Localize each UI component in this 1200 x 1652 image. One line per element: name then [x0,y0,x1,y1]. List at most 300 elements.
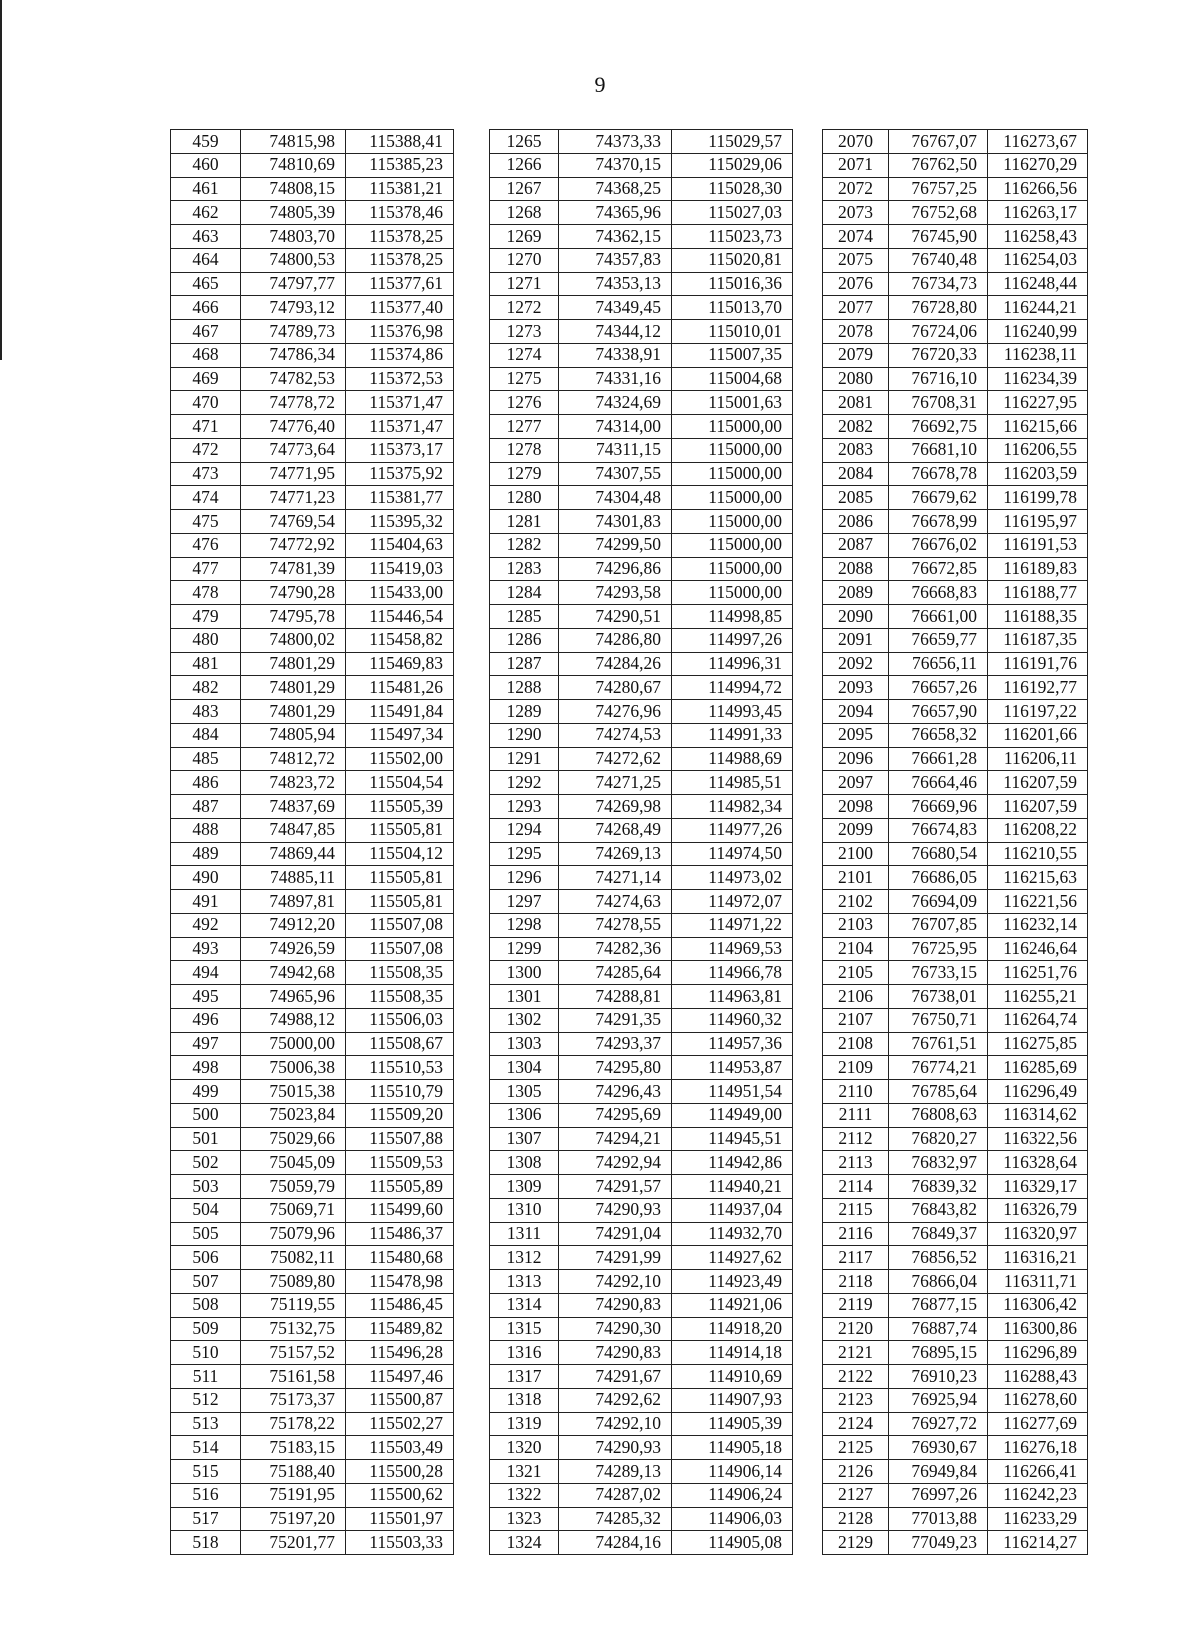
x-cell: 74805,39 [241,201,346,225]
x-cell: 74276,96 [559,700,672,724]
column-gap [793,438,823,462]
y-cell: 115507,08 [346,937,454,961]
column-gap [454,605,490,629]
y-cell: 115500,28 [346,1460,454,1484]
table-row [171,1127,1088,1151]
point-number-cell: 2092 [823,652,889,676]
table-row [171,1507,1088,1531]
x-cell: 75119,55 [241,1293,346,1317]
column-gap [793,1483,823,1507]
x-cell: 74789,73 [241,320,346,344]
point-number-cell: 2116 [823,1222,889,1246]
point-number-cell: 1308 [490,1151,559,1175]
point-number-cell: 1322 [490,1483,559,1507]
x-cell: 74274,53 [559,723,672,747]
y-cell: 116266,56 [988,177,1088,201]
point-number-cell: 2119 [823,1293,889,1317]
x-cell: 74287,02 [559,1483,672,1507]
y-cell: 114905,39 [672,1412,793,1436]
y-cell: 114994,72 [672,676,793,700]
x-cell: 74338,91 [559,343,672,367]
x-cell: 74291,99 [559,1246,672,1270]
point-number-cell: 470 [171,391,241,415]
point-number-cell: 1283 [490,557,559,581]
point-number-cell: 472 [171,438,241,462]
point-number-cell: 1299 [490,937,559,961]
x-cell: 74269,98 [559,795,672,819]
point-number-cell: 509 [171,1317,241,1341]
x-cell: 74771,95 [241,462,346,486]
x-cell: 76745,90 [889,225,988,249]
x-cell: 76808,63 [889,1103,988,1127]
x-cell: 74805,94 [241,723,346,747]
x-cell: 74295,80 [559,1056,672,1080]
column-gap [454,1008,490,1032]
x-cell: 76774,21 [889,1056,988,1080]
y-cell: 116195,97 [988,510,1088,534]
y-cell: 114923,49 [672,1270,793,1294]
point-number-cell: 1266 [490,153,559,177]
column-gap [793,1365,823,1389]
x-cell: 74837,69 [241,795,346,819]
column-gap [793,367,823,391]
y-cell: 115497,46 [346,1365,454,1389]
table-row [171,961,1088,985]
column-gap [454,1531,490,1555]
y-cell: 114969,53 [672,937,793,961]
point-number-cell: 1314 [490,1293,559,1317]
table-row [171,818,1088,842]
column-gap [793,153,823,177]
y-cell: 115502,00 [346,747,454,771]
column-gap [793,1341,823,1365]
y-cell: 114985,51 [672,771,793,795]
y-cell: 114937,04 [672,1198,793,1222]
x-cell: 77049,23 [889,1531,988,1555]
x-cell: 74290,83 [559,1293,672,1317]
y-cell: 114991,33 [672,723,793,747]
y-cell: 115385,23 [346,153,454,177]
x-cell: 74268,49 [559,818,672,842]
point-number-cell: 2101 [823,866,889,890]
y-cell: 116266,41 [988,1460,1088,1484]
point-number-cell: 2097 [823,771,889,795]
column-gap [454,557,490,581]
x-cell: 76707,85 [889,913,988,937]
y-cell: 115478,98 [346,1270,454,1294]
x-cell: 74290,83 [559,1341,672,1365]
column-gap [793,866,823,890]
point-number-cell: 490 [171,866,241,890]
table-row [171,1080,1088,1104]
y-cell: 115505,81 [346,890,454,914]
y-cell: 115377,40 [346,296,454,320]
x-cell: 74271,14 [559,866,672,890]
y-cell: 115502,27 [346,1412,454,1436]
table-row [171,415,1088,439]
y-cell: 115507,88 [346,1127,454,1151]
y-cell: 115381,21 [346,177,454,201]
table-row [171,913,1088,937]
point-number-cell: 483 [171,700,241,724]
column-gap [793,1056,823,1080]
x-cell: 76724,06 [889,320,988,344]
point-number-cell: 1271 [490,272,559,296]
x-cell: 75191,95 [241,1483,346,1507]
point-number-cell: 1291 [490,747,559,771]
x-cell: 75082,11 [241,1246,346,1270]
point-number-cell: 2112 [823,1127,889,1151]
column-gap [454,628,490,652]
column-gap [793,676,823,700]
y-cell: 116316,21 [988,1246,1088,1270]
y-cell: 116187,35 [988,628,1088,652]
table-row [171,1317,1088,1341]
column-gap [454,890,490,914]
x-cell: 74769,54 [241,510,346,534]
column-gap [454,1341,490,1365]
y-cell: 115404,63 [346,533,454,557]
point-number-cell: 499 [171,1080,241,1104]
y-cell: 116322,56 [988,1127,1088,1151]
point-number-cell: 2075 [823,248,889,272]
point-number-cell: 2087 [823,533,889,557]
table-row [171,985,1088,1009]
y-cell: 116296,89 [988,1341,1088,1365]
point-number-cell: 467 [171,320,241,344]
x-cell: 74782,53 [241,367,346,391]
y-cell: 116221,56 [988,890,1088,914]
point-number-cell: 1313 [490,1270,559,1294]
point-number-cell: 1288 [490,676,559,700]
y-cell: 115507,08 [346,913,454,937]
y-cell: 114906,24 [672,1483,793,1507]
y-cell: 115378,25 [346,225,454,249]
column-gap [793,605,823,629]
point-number-cell: 2109 [823,1056,889,1080]
column-gap [793,533,823,557]
point-number-cell: 2081 [823,391,889,415]
x-cell: 77013,88 [889,1507,988,1531]
point-number-cell: 471 [171,415,241,439]
x-cell: 74365,96 [559,201,672,225]
point-number-cell: 2111 [823,1103,889,1127]
column-gap [454,1507,490,1531]
point-number-cell: 501 [171,1127,241,1151]
point-number-cell: 1302 [490,1008,559,1032]
point-number-cell: 2099 [823,818,889,842]
column-gap [454,225,490,249]
point-number-cell: 2127 [823,1483,889,1507]
y-cell: 115023,73 [672,225,793,249]
point-number-cell: 2098 [823,795,889,819]
column-gap [454,771,490,795]
y-cell: 115509,20 [346,1103,454,1127]
x-cell: 76767,07 [889,130,988,154]
table-row [171,343,1088,367]
y-cell: 116206,55 [988,438,1088,462]
x-cell: 74296,43 [559,1080,672,1104]
y-cell: 115433,00 [346,581,454,605]
y-cell: 115372,53 [346,367,454,391]
column-gap [454,652,490,676]
y-cell: 114906,14 [672,1460,793,1484]
point-number-cell: 1307 [490,1127,559,1151]
point-number-cell: 2094 [823,700,889,724]
x-cell: 75173,37 [241,1388,346,1412]
y-cell: 115013,70 [672,296,793,320]
table-row [171,296,1088,320]
column-gap [454,1436,490,1460]
y-cell: 115000,00 [672,557,793,581]
x-cell: 76927,72 [889,1412,988,1436]
x-cell: 74793,12 [241,296,346,320]
table-row [171,1365,1088,1389]
x-cell: 75079,96 [241,1222,346,1246]
x-cell: 76661,28 [889,747,988,771]
column-gap [793,581,823,605]
column-gap [793,700,823,724]
y-cell: 116314,62 [988,1103,1088,1127]
point-number-cell: 2123 [823,1388,889,1412]
y-cell: 115375,92 [346,462,454,486]
point-number-cell: 2078 [823,320,889,344]
point-number-cell: 2120 [823,1317,889,1341]
point-number-cell: 2102 [823,890,889,914]
x-cell: 76720,33 [889,343,988,367]
point-number-cell: 481 [171,652,241,676]
y-cell: 114993,45 [672,700,793,724]
point-number-cell: 479 [171,605,241,629]
point-number-cell: 500 [171,1103,241,1127]
point-number-cell: 2095 [823,723,889,747]
point-number-cell: 1301 [490,985,559,1009]
point-number-cell: 2090 [823,605,889,629]
point-number-cell: 1317 [490,1365,559,1389]
y-cell: 115004,68 [672,367,793,391]
point-number-cell: 496 [171,1008,241,1032]
column-gap [454,343,490,367]
y-cell: 116285,69 [988,1056,1088,1080]
point-number-cell: 515 [171,1460,241,1484]
x-cell: 74370,15 [559,153,672,177]
y-cell: 115491,84 [346,700,454,724]
x-cell: 76657,90 [889,700,988,724]
x-cell: 76661,00 [889,605,988,629]
column-gap [793,1317,823,1341]
y-cell: 115446,54 [346,605,454,629]
column-gap [454,866,490,890]
column-gap [793,1507,823,1531]
x-cell: 74912,20 [241,913,346,937]
y-cell: 114998,85 [672,605,793,629]
y-cell: 115027,03 [672,201,793,225]
y-cell: 115007,35 [672,343,793,367]
point-number-cell: 469 [171,367,241,391]
point-number-cell: 491 [171,890,241,914]
x-cell: 76762,50 [889,153,988,177]
x-cell: 75015,38 [241,1080,346,1104]
x-cell: 76849,37 [889,1222,988,1246]
point-number-cell: 502 [171,1151,241,1175]
column-gap [454,913,490,937]
y-cell: 116197,22 [988,700,1088,724]
x-cell: 74808,15 [241,177,346,201]
x-cell: 74362,15 [559,225,672,249]
column-gap [454,201,490,225]
x-cell: 74292,62 [559,1388,672,1412]
y-cell: 115503,49 [346,1436,454,1460]
table-row [171,605,1088,629]
point-number-cell: 2129 [823,1531,889,1555]
point-number-cell: 1294 [490,818,559,842]
point-number-cell: 1274 [490,343,559,367]
x-cell: 76752,68 [889,201,988,225]
point-number-cell: 463 [171,225,241,249]
column-gap [793,557,823,581]
x-cell: 74778,72 [241,391,346,415]
x-cell: 74815,98 [241,130,346,154]
x-cell: 76672,85 [889,557,988,581]
x-cell: 76656,11 [889,652,988,676]
x-cell: 74291,67 [559,1365,672,1389]
y-cell: 116311,71 [988,1270,1088,1294]
y-cell: 114960,32 [672,1008,793,1032]
y-cell: 116329,17 [988,1175,1088,1199]
column-gap [454,320,490,344]
column-gap [793,177,823,201]
point-number-cell: 474 [171,486,241,510]
point-number-cell: 2076 [823,272,889,296]
x-cell: 74926,59 [241,937,346,961]
point-number-cell: 1309 [490,1175,559,1199]
x-cell: 76676,02 [889,533,988,557]
point-number-cell: 2070 [823,130,889,154]
table-row [171,1388,1088,1412]
point-number-cell: 1277 [490,415,559,439]
y-cell: 114953,87 [672,1056,793,1080]
y-cell: 114988,69 [672,747,793,771]
x-cell: 76910,23 [889,1365,988,1389]
y-cell: 116276,18 [988,1436,1088,1460]
x-cell: 74280,67 [559,676,672,700]
y-cell: 116203,59 [988,462,1088,486]
column-gap [454,296,490,320]
y-cell: 116227,95 [988,391,1088,415]
y-cell: 114996,31 [672,652,793,676]
y-cell: 115000,00 [672,438,793,462]
point-number-cell: 1295 [490,842,559,866]
x-cell: 74885,11 [241,866,346,890]
table-row [171,866,1088,890]
y-cell: 115388,41 [346,130,454,154]
x-cell: 74897,81 [241,890,346,914]
column-gap [454,961,490,985]
column-gap [454,391,490,415]
point-number-cell: 488 [171,818,241,842]
point-number-cell: 493 [171,937,241,961]
y-cell: 116189,83 [988,557,1088,581]
point-number-cell: 2126 [823,1460,889,1484]
point-number-cell: 2115 [823,1198,889,1222]
y-cell: 115499,60 [346,1198,454,1222]
x-cell: 76925,94 [889,1388,988,1412]
x-cell: 74349,45 [559,296,672,320]
x-cell: 74869,44 [241,842,346,866]
y-cell: 115029,57 [672,130,793,154]
table-row [171,533,1088,557]
table-row [171,1198,1088,1222]
x-cell: 76887,74 [889,1317,988,1341]
y-cell: 115500,62 [346,1483,454,1507]
column-gap [454,1080,490,1104]
column-gap [454,248,490,272]
y-cell: 115378,46 [346,201,454,225]
y-cell: 114906,03 [672,1507,793,1531]
x-cell: 74292,10 [559,1270,672,1294]
table-row [171,1175,1088,1199]
y-cell: 115000,00 [672,581,793,605]
x-cell: 74331,16 [559,367,672,391]
point-number-cell: 1278 [490,438,559,462]
table-row [171,391,1088,415]
table-row [171,1436,1088,1460]
column-gap [793,1246,823,1270]
x-cell: 74307,55 [559,462,672,486]
point-number-cell: 1275 [490,367,559,391]
table-body [171,130,1088,1555]
column-gap [793,1151,823,1175]
point-number-cell: 2083 [823,438,889,462]
table-row [171,747,1088,771]
x-cell: 76856,52 [889,1246,988,1270]
point-number-cell: 2091 [823,628,889,652]
column-gap [793,343,823,367]
x-cell: 74288,81 [559,985,672,1009]
x-cell: 74295,69 [559,1103,672,1127]
point-number-cell: 1319 [490,1412,559,1436]
column-gap [793,1436,823,1460]
y-cell: 115481,26 [346,676,454,700]
point-number-cell: 1290 [490,723,559,747]
y-cell: 114997,26 [672,628,793,652]
y-cell: 116251,76 [988,961,1088,985]
point-number-cell: 514 [171,1436,241,1460]
coordinates-table [170,129,1088,1555]
point-number-cell: 475 [171,510,241,534]
table-row [171,1056,1088,1080]
point-number-cell: 486 [171,771,241,795]
x-cell: 76728,80 [889,296,988,320]
point-number-cell: 1269 [490,225,559,249]
column-gap [454,510,490,534]
x-cell: 74812,72 [241,747,346,771]
x-cell: 76692,75 [889,415,988,439]
point-number-cell: 473 [171,462,241,486]
column-gap [793,723,823,747]
x-cell: 74810,69 [241,153,346,177]
point-number-cell: 2085 [823,486,889,510]
table-row [171,652,1088,676]
y-cell: 115497,34 [346,723,454,747]
x-cell: 76820,27 [889,1127,988,1151]
y-cell: 115395,32 [346,510,454,534]
point-number-cell: 2089 [823,581,889,605]
point-number-cell: 1323 [490,1507,559,1531]
point-number-cell: 2125 [823,1436,889,1460]
point-number-cell: 468 [171,343,241,367]
column-gap [454,1365,490,1389]
